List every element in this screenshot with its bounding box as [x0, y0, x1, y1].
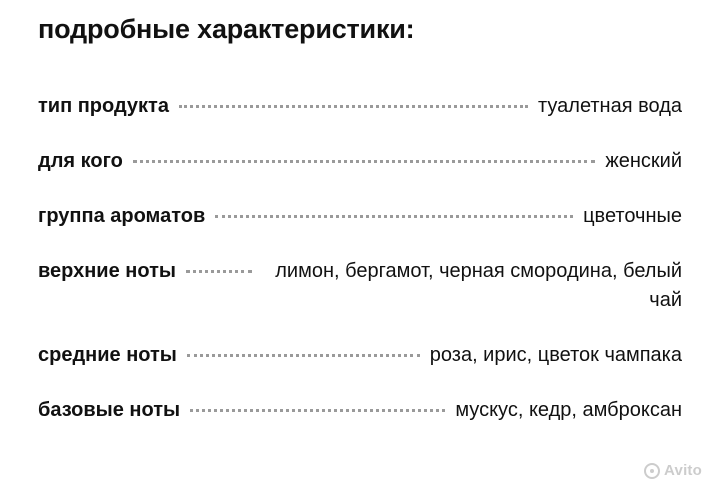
spec-value: мускус, кедр, амброксан: [455, 399, 682, 421]
dot-leader: [215, 215, 573, 218]
list-item: [38, 202, 682, 231]
list-item: [38, 92, 682, 121]
spec-value: роза, ирис, цветок чампака: [429, 344, 682, 366]
spec-label: средние ноты: [38, 344, 177, 366]
specs-list: [38, 92, 682, 451]
spec-label: для кого: [38, 150, 123, 172]
spec-label: группа ароматов: [38, 205, 206, 227]
spec-label: тип продукта: [38, 95, 169, 117]
spec-value: цветочные: [583, 205, 682, 227]
dot-leader: [133, 160, 595, 163]
spec-value: женский: [605, 150, 682, 172]
dot-leader: [190, 409, 445, 412]
page-title: подробные характеристики:: [38, 14, 415, 44]
watermark: [644, 462, 702, 479]
spec-label: верхние ноты: [38, 260, 176, 282]
list-item: [38, 396, 682, 425]
dot-leader: [187, 354, 420, 357]
avito-logo-icon: [644, 463, 660, 479]
spec-label: базовые ноты: [38, 399, 181, 421]
list-item: [38, 341, 682, 370]
list-item: [38, 257, 682, 315]
watermark-label: Avito: [664, 462, 702, 479]
spec-value: лимон, бергамот, черная смородина, белый чай: [275, 260, 682, 311]
dot-leader: [179, 105, 528, 108]
dot-leader: [186, 270, 252, 273]
spec-value: туалетная вода: [537, 95, 682, 117]
list-item: [38, 147, 682, 176]
